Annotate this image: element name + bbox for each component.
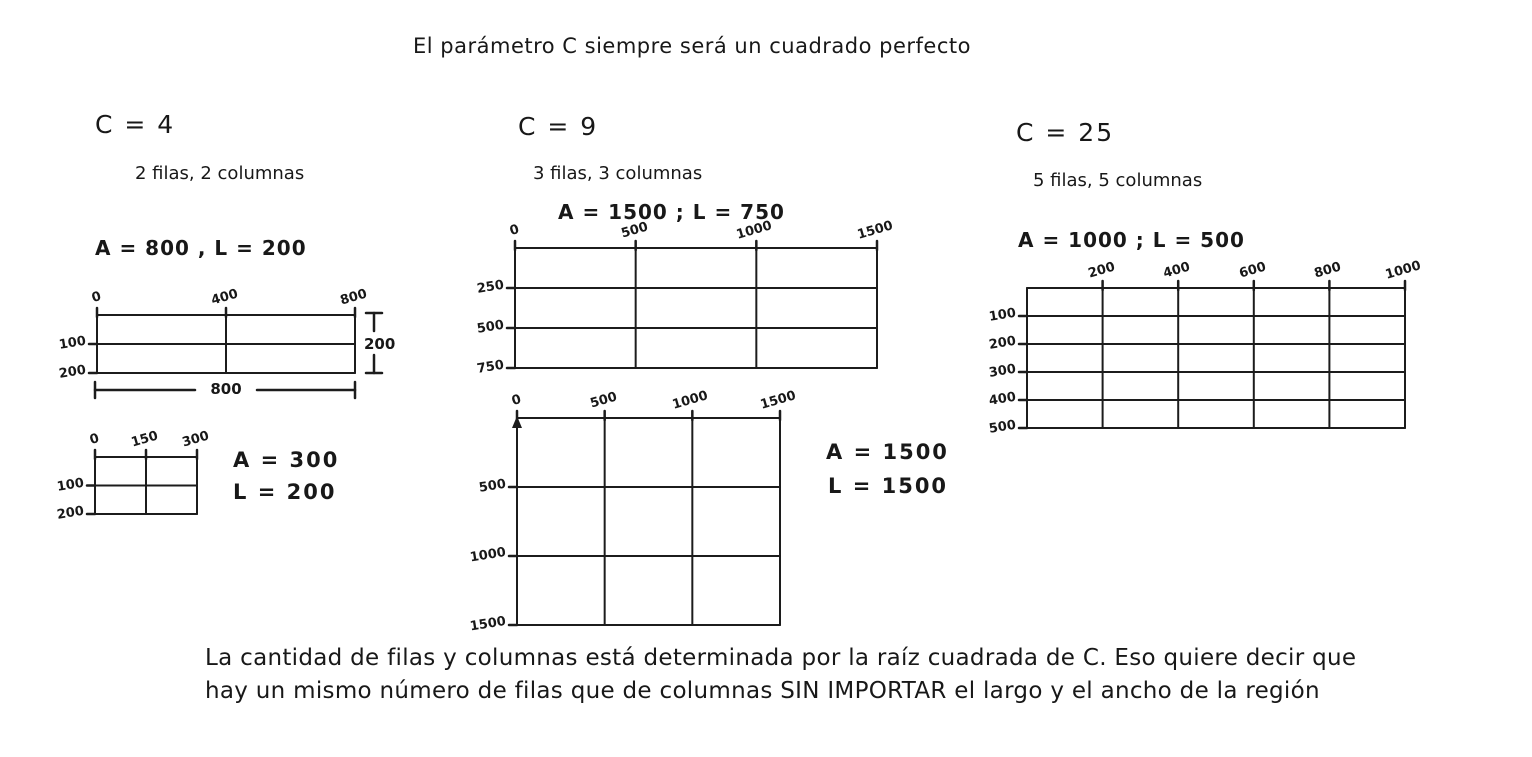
c4-label: C = 4 bbox=[95, 110, 176, 139]
x-tick-label: 1000 bbox=[1383, 258, 1423, 283]
page-title: El parámetro C siempre será un cuadrado perfecto bbox=[413, 34, 971, 58]
y-tick-label: 300 bbox=[987, 361, 1018, 381]
y-tick-label: 200 bbox=[57, 362, 88, 382]
c9-label: C = 9 bbox=[518, 112, 599, 141]
c4-rows-cols-label: 2 filas, 2 columnas bbox=[135, 163, 305, 184]
c4-width-measure bbox=[93, 380, 357, 400]
x-tick-label: 200 bbox=[1086, 259, 1117, 282]
y-tick-label: 500 bbox=[475, 317, 506, 337]
c4-height-measure bbox=[360, 311, 396, 375]
y-tick-label: 200 bbox=[55, 503, 86, 523]
x-tick-label: 0 bbox=[90, 289, 103, 306]
c9-wide-grid bbox=[475, 218, 895, 377]
c4-small-length-label: L = 200 bbox=[233, 480, 337, 504]
y-tick-label: 100 bbox=[57, 333, 88, 353]
x-tick-label: 1500 bbox=[758, 388, 798, 413]
grid-lines bbox=[95, 457, 197, 514]
c25-main-grid bbox=[987, 258, 1423, 437]
c4-width-measure-label: 800 bbox=[210, 380, 242, 398]
y-tick-label: 250 bbox=[475, 277, 506, 297]
x-tick-label: 400 bbox=[1161, 259, 1192, 282]
c9-square-area-label: A = 1500 bbox=[826, 440, 949, 464]
x-tick-label: 400 bbox=[209, 286, 240, 309]
c25-rows-cols-label: 5 filas, 5 columnas bbox=[1033, 170, 1203, 191]
c4-params-label: A = 800 , L = 200 bbox=[95, 236, 307, 260]
y-tick-label: 1000 bbox=[468, 545, 507, 566]
x-tick-label: 500 bbox=[588, 389, 619, 412]
c4-small-grid bbox=[55, 428, 211, 523]
grid-lines bbox=[517, 418, 780, 625]
x-tick-label: 1500 bbox=[855, 218, 895, 243]
y-tick-label: 750 bbox=[475, 357, 506, 377]
c9-square-grid bbox=[468, 388, 798, 635]
grid-lines bbox=[1027, 288, 1405, 428]
y-tick-label: 100 bbox=[987, 305, 1018, 325]
x-tick-label: 0 bbox=[510, 392, 523, 409]
c9-params-label: A = 1500 ; L = 750 bbox=[558, 200, 785, 224]
x-tick-label: 1000 bbox=[735, 218, 774, 243]
x-tick-label: 500 bbox=[619, 219, 650, 242]
y-tick-label: 400 bbox=[987, 389, 1018, 409]
y-tick-label: 500 bbox=[477, 476, 508, 496]
x-tick-label: 0 bbox=[508, 222, 521, 239]
c4-small-area-label: A = 300 bbox=[233, 448, 340, 472]
c4-main-grid bbox=[57, 286, 369, 382]
x-tick-label: 150 bbox=[129, 428, 160, 451]
x-tick-label: 300 bbox=[180, 428, 211, 451]
y-tick-label: 500 bbox=[987, 417, 1018, 437]
y-tick-label: 200 bbox=[987, 333, 1018, 353]
c25-label: C = 25 bbox=[1016, 118, 1115, 147]
x-tick-label: 800 bbox=[1312, 259, 1344, 282]
c4-height-measure-label: 200 bbox=[364, 335, 396, 353]
x-tick-label: 800 bbox=[338, 286, 369, 309]
footer-note-line2: hay un mismo número de filas que de columnas SIN IMPORTAR el largo y el ancho de la región bbox=[205, 678, 1320, 704]
footer-note-line1: La cantidad de filas y columnas está determinada por la raíz cuadrada de C. Eso quiere decir que bbox=[205, 645, 1357, 671]
grid-lines bbox=[515, 248, 877, 368]
x-tick-label: 1000 bbox=[671, 388, 710, 413]
y-tick-label: 1500 bbox=[468, 614, 507, 635]
c9-square-length-label: L = 1500 bbox=[828, 474, 949, 498]
x-tick-label: 600 bbox=[1237, 259, 1268, 282]
c25-params-label: A = 1000 ; L = 500 bbox=[1018, 228, 1245, 252]
c9-rows-cols-label: 3 filas, 3 columnas bbox=[533, 163, 703, 184]
x-tick-label: 0 bbox=[88, 431, 101, 448]
grid-lines bbox=[97, 315, 355, 373]
y-tick-label: 100 bbox=[55, 475, 86, 495]
